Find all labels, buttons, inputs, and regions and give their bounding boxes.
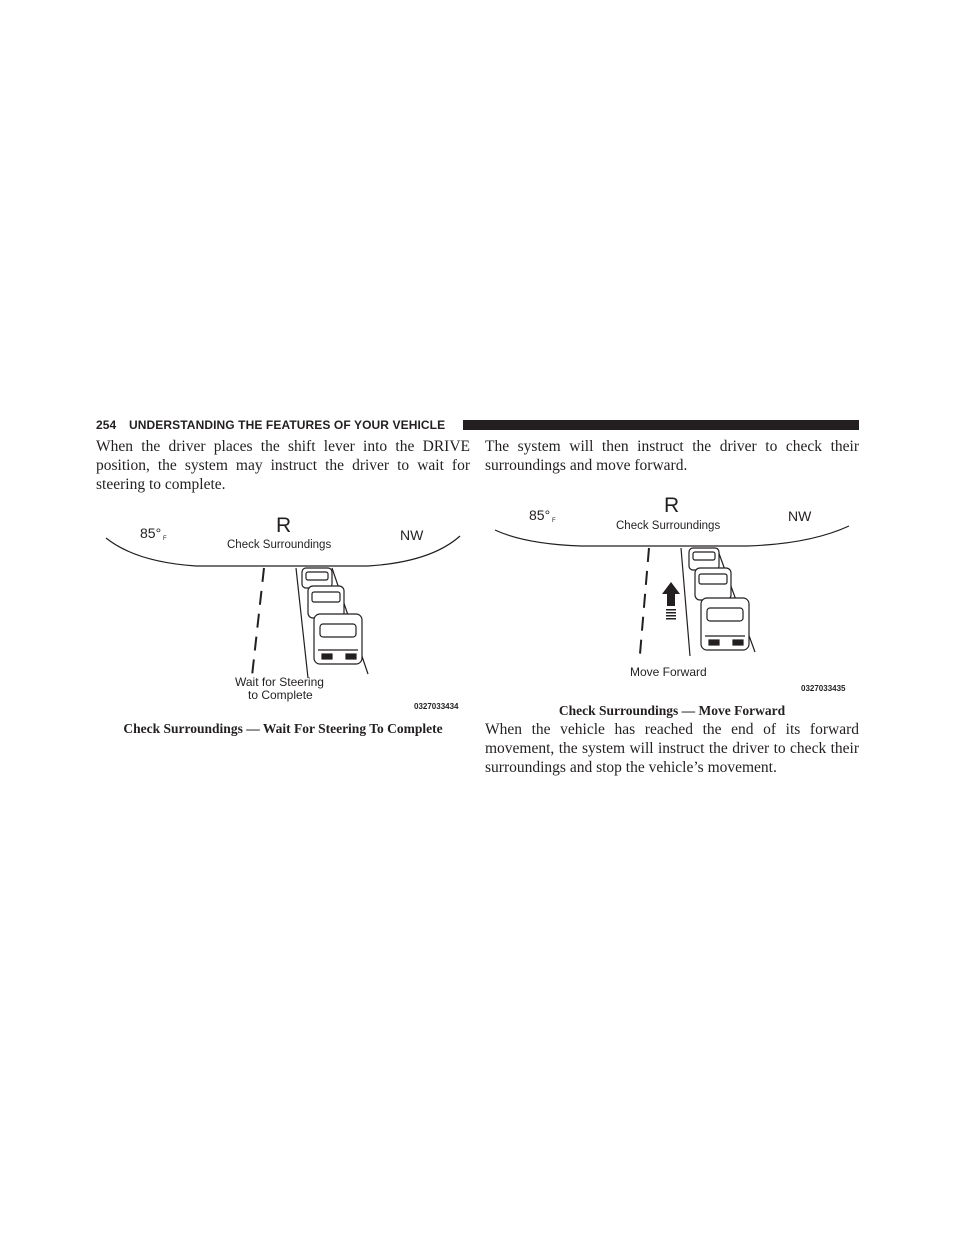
- temperature-readout: 85°: [140, 525, 162, 541]
- header-rule: [463, 420, 859, 430]
- car-icon: [689, 548, 749, 650]
- left-column: [96, 437, 470, 494]
- lane-line-dashed: [252, 568, 264, 676]
- car-icon: [302, 568, 362, 664]
- compass-heading: NW: [788, 508, 812, 524]
- right-paragraph-2-container: [485, 720, 859, 777]
- callout-line-2: to Complete: [248, 688, 313, 702]
- section-title: UNDERSTANDING THE FEATURES OF YOUR VEHICLE: [129, 418, 446, 432]
- right-figure-caption: Check Surroundings — Move Forward: [558, 703, 786, 718]
- figure-wait-for-steering: [96, 500, 470, 715]
- status-message: Check Surroundings: [616, 520, 721, 532]
- temperature-unit: F: [163, 536, 167, 542]
- figure-move-forward: [485, 488, 859, 698]
- status-message: Check Surroundings: [227, 539, 332, 551]
- compass-heading: NW: [400, 527, 424, 543]
- page-header: [96, 417, 859, 433]
- page-number: 254: [96, 418, 117, 432]
- gear-indicator: R: [276, 514, 292, 537]
- callout-move-forward: Move Forward: [630, 665, 707, 679]
- gear-indicator: R: [664, 494, 680, 517]
- temperature-readout: 85°: [529, 507, 551, 523]
- right-paragraph-2: When the vehicle has reached the end of its forward movement, the system will instruct the driver to check their surroundings and stop the vehicle’s movement.: [485, 721, 859, 776]
- forward-arrow-icon: [662, 582, 680, 620]
- left-figure-caption: Check Surroundings — Wait For Steering To Complete: [123, 721, 443, 736]
- image-code: 0327033434: [414, 702, 459, 711]
- lane-line-dashed: [640, 548, 649, 654]
- temperature-unit: F: [552, 518, 556, 524]
- callout-line-1: Wait for Steering: [235, 675, 324, 689]
- left-paragraph: When the driver places the shift lever into the DRIVE position, the system may instruct the driver to wait for steering to complete.: [96, 438, 470, 493]
- right-paragraph-1: The system will then instruct the driver to check their surroundings and move forward.: [485, 438, 859, 474]
- right-column: [485, 437, 859, 475]
- image-code: 0327033435: [801, 684, 846, 693]
